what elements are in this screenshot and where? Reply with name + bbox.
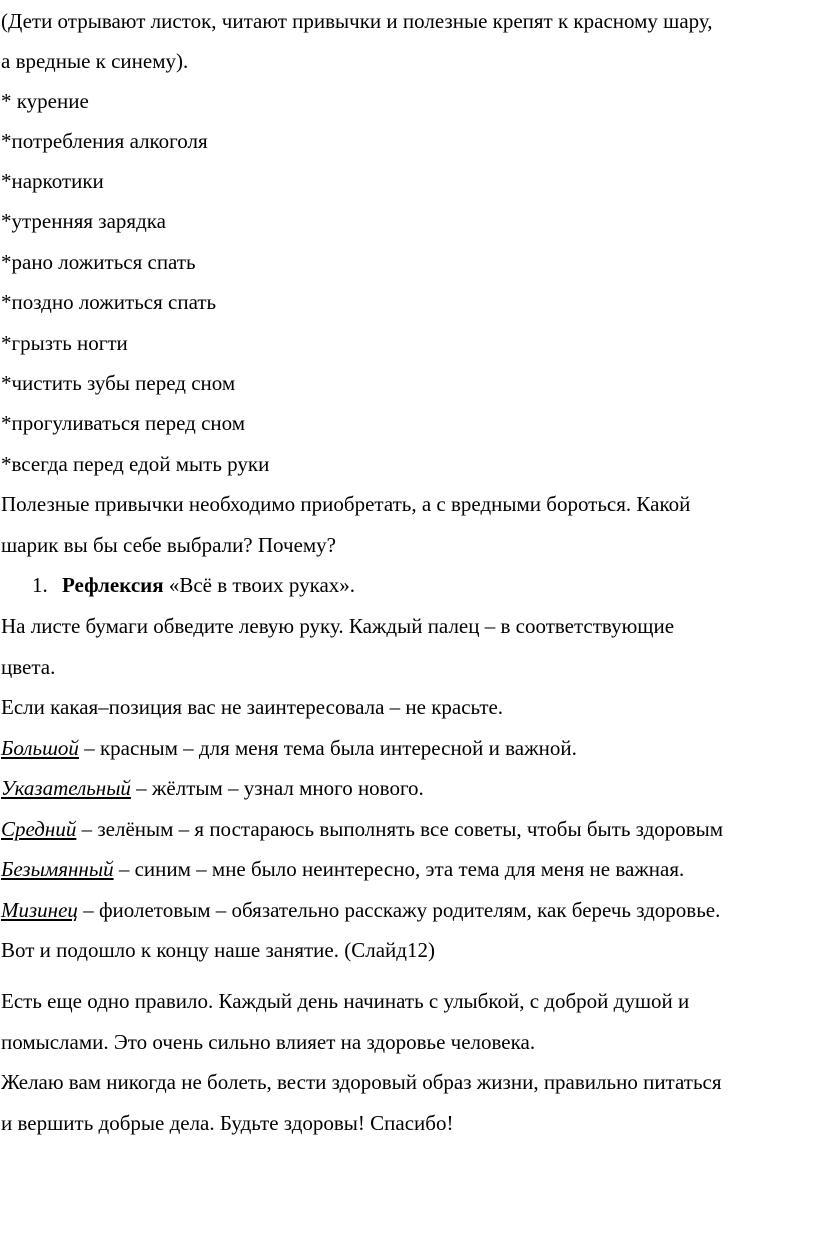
instructions-line-2: цвета. bbox=[1, 655, 56, 679]
intro-line-1: (Дети отрывают листок, читают привычки и полезные крепят к красному шару, bbox=[1, 9, 713, 33]
reflection-subtitle: «Всё в твоих руках». bbox=[163, 573, 356, 597]
habit-item: *всегда перед едой мыть руки bbox=[1, 452, 270, 476]
habit-item: *рано ложиться спать bbox=[1, 250, 196, 274]
finger-name: Большой bbox=[1, 736, 79, 760]
habit-item: *чистить зубы перед сном bbox=[1, 371, 236, 395]
finger-item bbox=[1, 897, 720, 923]
finger-name: Мизинец bbox=[1, 898, 78, 922]
instructions-line-3: Если какая–позиция вас не заинтересовала – не красьте. bbox=[1, 695, 504, 719]
finger-item bbox=[1, 856, 684, 882]
ending-line-3: помыслами. Это очень сильно влияет на здоровье человека. bbox=[1, 1030, 536, 1054]
finger-text: – красным – для меня тема была интересной и важной. bbox=[78, 736, 577, 760]
ending-line-5: и вершить добрые дела. Будьте здоровы! Спасибо! bbox=[1, 1111, 454, 1135]
finger-name: Указательный bbox=[1, 776, 131, 800]
list-number: 1. bbox=[32, 573, 48, 597]
finger-text: – синим – мне было неинтересно, эта тема для меня не важная. bbox=[113, 857, 685, 881]
habit-item: *поздно ложиться спать bbox=[1, 290, 217, 314]
ending-line-2: Есть еще одно правило. Каждый день начинать с улыбкой, с доброй душой и bbox=[1, 989, 690, 1013]
finger-name: Средний bbox=[1, 817, 77, 841]
finger-item bbox=[1, 735, 577, 761]
finger-text: – зелёным – я постараюсь выполнять все советы, чтобы быть здоровым bbox=[76, 817, 724, 841]
finger-text: – фиолетовым – обязательно расскажу родителям, как беречь здоровье. bbox=[77, 898, 721, 922]
habit-item: *прогуливаться перед сном bbox=[1, 411, 246, 435]
ending-line-1: Вот и подошло к концу наше занятие. (Слайд12) bbox=[1, 938, 435, 962]
habit-item: *потребления алкоголя bbox=[1, 129, 208, 153]
conclusion-line-2: шарик вы бы себе выбрали? Почему? bbox=[1, 533, 336, 557]
conclusion-line-1: Полезные привычки необходимо приобретать, а с вредными бороться. Какой bbox=[1, 492, 691, 516]
habit-item: * курение bbox=[1, 89, 89, 113]
finger-text: – жёлтым – узнал много нового. bbox=[130, 776, 424, 800]
finger-item bbox=[1, 775, 424, 801]
habit-item: *грызть ногти bbox=[1, 331, 128, 355]
reflection-heading bbox=[62, 572, 355, 598]
ending-line-4: Желаю вам никогда не болеть, вести здоровый образ жизни, правильно питаться bbox=[1, 1070, 722, 1094]
habit-item: *утренняя зарядка bbox=[1, 209, 166, 233]
habit-item: *наркотики bbox=[1, 169, 104, 193]
instructions-line-1: На листе бумаги обведите левую руку. Каждый палец – в соответствующие bbox=[1, 614, 675, 638]
reflection-title: Рефлексия bbox=[62, 573, 164, 597]
intro-line-2: а вредные к синему). bbox=[1, 49, 189, 73]
finger-name: Безымянный bbox=[1, 857, 114, 881]
finger-item bbox=[1, 816, 723, 842]
